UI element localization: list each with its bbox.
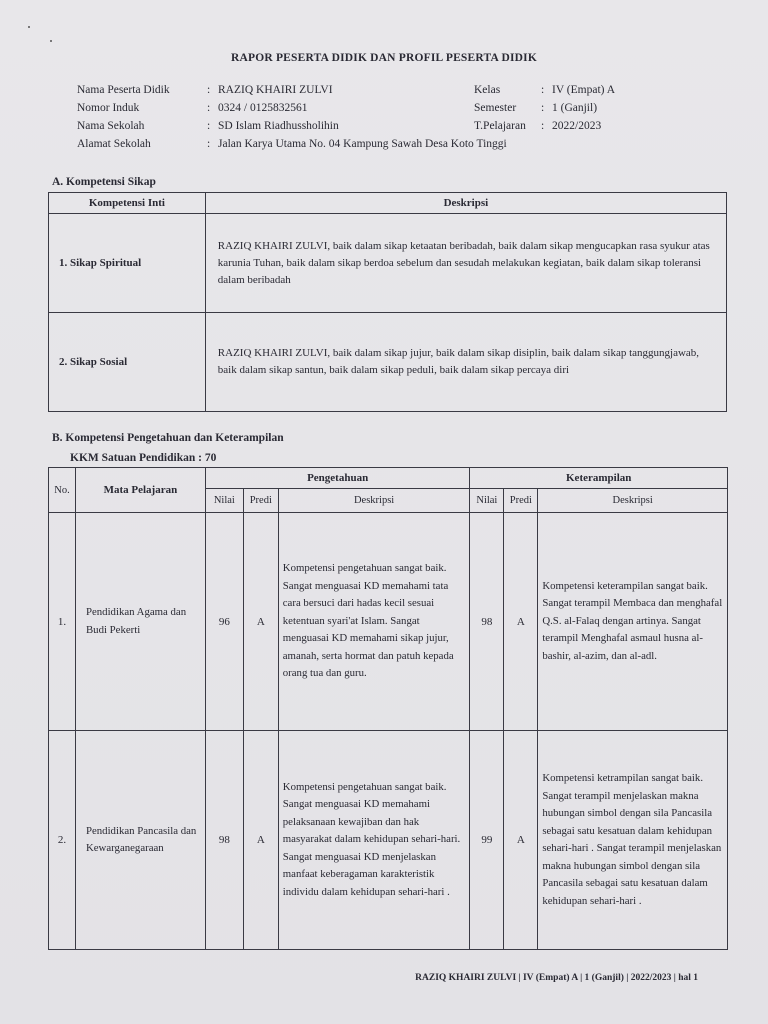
subject-name: Pendidikan Agama dan Budi Pekerti — [75, 513, 205, 731]
table-row — [49, 513, 728, 731]
identity-colon: : — [207, 138, 211, 150]
identity-label: Semester — [474, 102, 517, 114]
col-header-mapel: Mata Pelajaran — [75, 468, 205, 513]
scan-speck — [28, 26, 30, 28]
row-number: 1. — [49, 513, 76, 731]
identity-label: Nama Peserta Didik — [77, 84, 170, 96]
class-value: IV (Empat) A — [552, 84, 616, 96]
identity-colon: : — [207, 84, 211, 96]
table-row — [49, 214, 727, 313]
identity-label: Kelas — [474, 84, 501, 96]
col-header-keterampilan: Keterampilan — [470, 468, 728, 489]
col-header-predikat: Predi — [504, 489, 538, 513]
knowledge-predicate: A — [243, 731, 278, 950]
col-header-predikat: Predi — [243, 489, 278, 513]
student-name: RAZIQ KHAIRI ZULVI — [218, 84, 333, 96]
col-header-ki: Kompetensi Inti — [49, 193, 206, 214]
skill-score: 99 — [470, 731, 504, 950]
knowledge-score: 98 — [205, 731, 243, 950]
identity-colon: : — [541, 84, 545, 96]
identity-label: Alamat Sekolah — [77, 138, 151, 150]
knowledge-description: Kompetensi pengetahuan sangat baik. Sangat menguasai KD memahami pelaksanaan kewajiban dan hak masyarakat dalam kehidupan sehari-hari. Sangat menguasai KD menjelaskan manfaat keberagaman karakteristik individu dalam kehidupan sehari-hari . — [278, 731, 470, 950]
identity-colon: : — [541, 102, 545, 114]
ki-description: RAZIQ KHAIRI ZULVI, baik dalam sikap jujur, baik dalam sikap disiplin, baik dalam sikap tanggungjawab, baik dalam sikap santun, baik dalam sikap peduli, baik dalam sikap percaya diri — [205, 313, 726, 412]
school-name: SD Islam Riadhussholihin — [218, 120, 339, 132]
identity-colon: : — [541, 120, 545, 132]
skill-score: 98 — [470, 513, 504, 731]
identity-label: T.Pelajaran — [474, 120, 526, 132]
col-header-deskripsi: Deskripsi — [538, 489, 728, 513]
col-header-nilai: Nilai — [205, 489, 243, 513]
grades-table — [48, 467, 728, 950]
ki-label: 2. Sikap Sosial — [49, 313, 206, 412]
col-header-no: No. — [49, 468, 76, 513]
knowledge-description: Kompetensi pengetahuan sangat baik. Sangat menguasai KD memahami tata cara bersuci dari hadas kecil sesuai ketentuan syari'at Islam. Sangat menguasai KD memahami sikap jujur, amanah, serta hormat dan patuh kepada orang tua dan guru. — [278, 513, 470, 731]
ki-label: 1. Sikap Spiritual — [49, 214, 206, 313]
col-header-deskripsi: Deskripsi — [278, 489, 470, 513]
identity-colon: : — [207, 120, 211, 132]
table-row — [49, 313, 727, 412]
report-title: RAPOR PESERTA DIDIK DAN PROFIL PESERTA DIDIK — [231, 52, 537, 64]
col-header-desc: Deskripsi — [205, 193, 726, 214]
kkm-label: KKM Satuan Pendidikan : 70 — [70, 452, 217, 464]
section-a-title: A. Kompetensi Sikap — [52, 176, 156, 188]
identity-label: Nama Sekolah — [77, 120, 145, 132]
skill-description: Kompetensi keterampilan sangat baik. Sangat terampil Membaca dan menghafal Q.S. al-Falaq dengan artinya. Sangat terampil Menghafal asmaul husna al-bashir, al-azim, dan al-adl. — [538, 513, 728, 731]
scan-speck — [50, 40, 52, 42]
school-address: Jalan Karya Utama No. 04 Kampung Sawah Desa Koto Tinggi — [218, 138, 507, 150]
knowledge-predicate: A — [243, 513, 278, 731]
student-number: 0324 / 0125832561 — [218, 102, 308, 114]
row-number: 2. — [49, 731, 76, 950]
col-header-nilai: Nilai — [470, 489, 504, 513]
page-footer: RAZIQ KHAIRI ZULVI | IV (Empat) A | 1 (Ganjil) | 2022/2023 | hal 1 — [415, 973, 698, 983]
school-year-value: 2022/2023 — [552, 120, 602, 132]
section-b-title: B. Kompetensi Pengetahuan dan Keterampilan — [52, 432, 284, 444]
knowledge-score: 96 — [205, 513, 243, 731]
skill-description: Kompetensi ketrampilan sangat baik. Sangat terampil menjelaskan makna hubungan simbol dengan sila Pancasila sebagai satu kesatuan dalam kehidupan sehari-hari . Sangat terampil menjelaskan makna hubungan simbol dengan sila Pancasila sebagai satu kesatuan dalam kehidupan sehari-hari . — [538, 731, 728, 950]
ki-description: RAZIQ KHAIRI ZULVI, baik dalam sikap ketaatan beribadah, baik dalam sikap mengucapkan rasa syukur atas karunia Tuhan, baik dalam sikap berdoa sebelum dan sesudah melakukan kegiatan, baik dalam sikap toleransi dalam beribadah — [205, 214, 726, 313]
semester-value: 1 (Ganjil) — [552, 102, 598, 114]
attitude-table — [48, 192, 727, 412]
skill-predicate: A — [504, 731, 538, 950]
table-row — [49, 731, 728, 950]
identity-label: Nomor Induk — [77, 102, 140, 114]
col-header-pengetahuan: Pengetahuan — [205, 468, 470, 489]
identity-colon: : — [207, 102, 211, 114]
subject-name: Pendidikan Pancasila dan Kewarganegaraan — [75, 731, 205, 950]
skill-predicate: A — [504, 513, 538, 731]
